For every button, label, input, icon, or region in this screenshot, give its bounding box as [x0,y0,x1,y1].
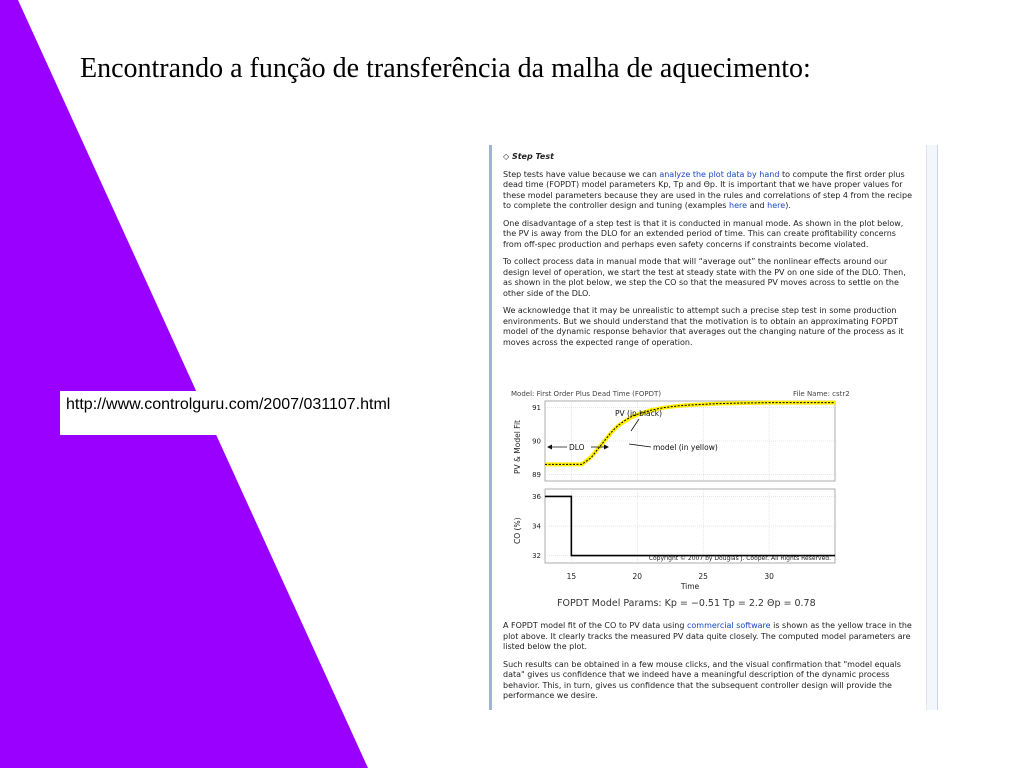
analyze-link[interactable]: analyze the plot data by hand [659,169,780,179]
p1-text-and: and [747,201,768,210]
x-tick-label: 15 [566,572,577,581]
step-test-heading [503,152,913,163]
model-label: Model: First Order Plus Dead Time (FOPDT) [511,390,662,398]
x-tick-label: 30 [764,572,774,581]
model-annotation: model (in yellow) [653,443,718,452]
p1-text-a: Step tests have value because we can [503,169,660,179]
p1-text-end: ). [785,201,791,210]
fopdt-params: FOPDT Model Params: Kp = −0.51 Tp = 2.2 Θp = 0.78 [557,598,816,609]
file-label: File Name: cstr2 [793,390,850,398]
source-url-label: http://www.controlguru.com/2007/031107.html [60,391,456,435]
bottom-y-tick-label: 32 [532,552,541,561]
article-top [503,152,913,355]
embedded-webpage-screenshot [489,145,938,710]
here-link-1[interactable]: here [729,201,748,210]
here-link-2[interactable]: here [767,201,786,210]
paragraph-5 [503,621,913,653]
top-ylabel: PV & Model Fit [513,420,522,474]
bottom-ylabel: CO (%) [513,517,522,544]
page-right-scroll-area [926,145,937,710]
x-axis-label: Time [680,582,700,591]
step-test-chart [503,386,923,616]
copyright-notice: Copyright © 2007 by Douglas J. Cooper. All Rights Reserved. [648,555,831,562]
top-y-tick-label: 90 [532,437,541,446]
dlo-annotation: DLO [569,443,585,452]
bottom-y-tick-label: 34 [532,522,541,531]
slide-title: Encontrando a função de transferência da malha de aquecimento: [80,53,811,84]
paragraph-4: We acknowledge that it may be unrealistic to attempt such a precise step test in some production environments. But we should understand that the motivation is to obtain an approximating FOPDT model of the dynamic response behavior that averages out the changing nature of the process as it moves across the expected range of operation. [503,306,904,347]
top-y-tick-label: 91 [532,404,541,413]
diamond-icon: ◇ [503,152,510,161]
pv-annotation: PV (in black) [615,409,663,418]
chart-background [503,386,923,616]
p5-text-a: A FOPDT model fit of the CO to PV data using [503,621,687,630]
paragraph-1 [503,170,913,212]
paragraph-3: To collect process data in manual mode that will “average out” the nonlinear effects around our design level of operation, we start the test at steady state with the PV on one side of the DLO. Then, as shown in the plot below, we step the CO so that the measured PV moves across to settle on the other side of the DLO. [503,257,906,298]
p5-text-b: is shown as the yellow trace in the plot above. It clearly tracks the measured PV data quite closely. The computed model parameters are listed below the plot. [503,621,912,651]
x-tick-label: 20 [632,572,643,581]
paragraph-6: Such results can be obtained in a few mouse clicks, and the visual confirmation that "model equals data" gives us confidence that we indeed have a meaningful description of the dynamic process behavior. This, in turn, gives us confidence that the subsequent controller design will provide the performance we desire. [503,659,901,700]
p1-text-b: to compute the first order plus dead time (FOPDT) model parameters Kp, Tp and Θp. It is important that we have proper values for these model parameters because they are used in the rules and correlations of step 4 from the recipe to complete the controller design and tuning (examples [503,169,913,210]
x-tick-label: 25 [698,572,708,581]
article-bottom [503,621,913,709]
paragraph-2: One disadvantage of a step test is that it is conducted in manual mode. As shown in the plot below, the PV is away from the DLO for an extended period of time. This can create profitability concerns from off-spec production and perhaps even safety concerns if constraints become violated. [503,218,904,249]
top-y-tick-label: 89 [532,470,541,479]
page-left-border [489,145,492,710]
commercial-software-link[interactable]: commercial software [686,621,771,630]
bottom-y-tick-label: 36 [532,492,541,501]
heading-text: Step Test [511,152,554,161]
